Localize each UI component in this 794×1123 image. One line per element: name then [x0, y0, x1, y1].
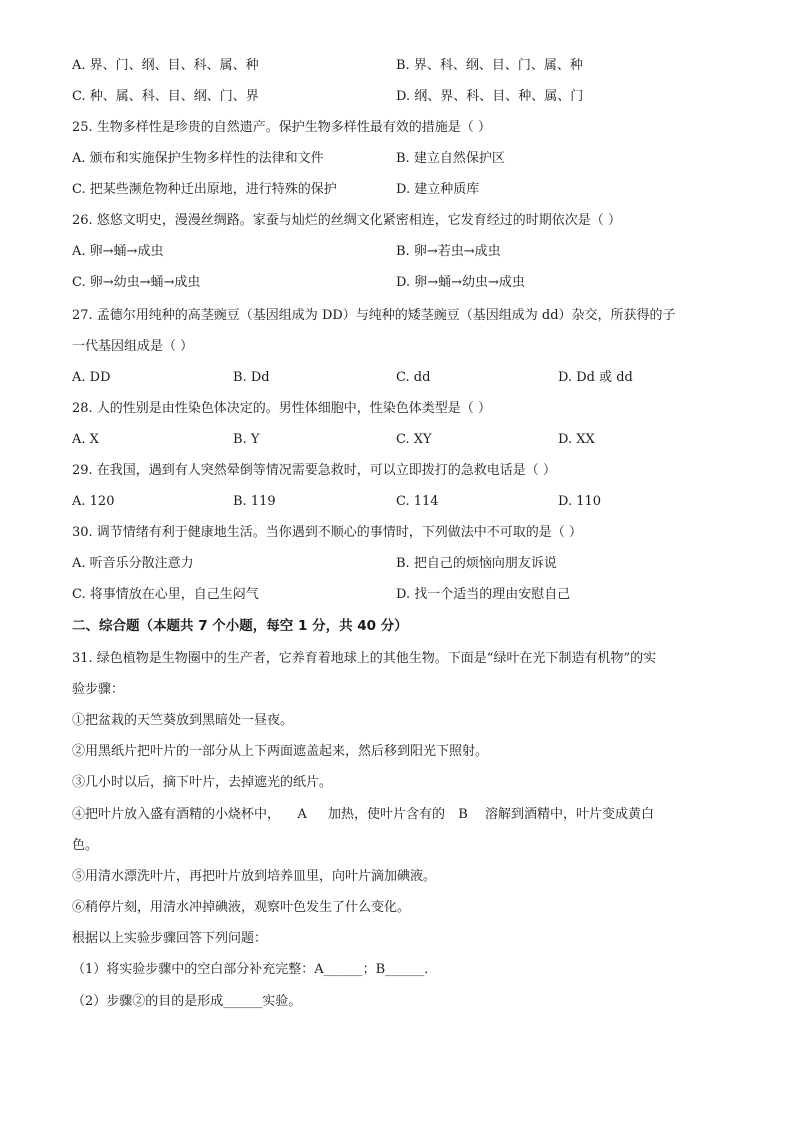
- q24-option-a: A. 界、门、纲、目、科、属、种: [72, 58, 259, 73]
- q26-option-c: C. 卵→幼虫→蛹→成虫: [72, 275, 201, 290]
- q31-intro: 根据以上实验步骤回答下列问题：: [72, 931, 268, 946]
- q31-step-5: ⑤用清水漂洗叶片，再把叶片放到培养皿里，向叶片滴加碘液。: [72, 869, 437, 884]
- q27-stem-line2: 一代基因组成是（ ）: [72, 339, 194, 354]
- q30-option-d: D. 找一个适当的理由安慰自己: [396, 587, 571, 602]
- q31-blank-b: B: [458, 807, 468, 822]
- q26-option-d: D. 卵→蛹→幼虫→成虫: [396, 275, 525, 290]
- q28-option-d: D. XX: [558, 432, 595, 447]
- q27-stem-line1: 27. 孟德尔用纯种的高茎豌豆（基因组成为 DD）与纯种的矮茎豌豆（基因组成为 dd）杂交，所获得的子: [72, 308, 676, 323]
- q31-step-4-part3: 溶解到酒精中，叶片变成黄白: [485, 807, 655, 822]
- q29-option-b: B. 119: [233, 494, 276, 509]
- q25-option-b: B. 建立自然保护区: [396, 151, 505, 166]
- section-heading: 二、综合题（本题共 7 个小题，每空 1 分，共 40 分）: [72, 618, 408, 634]
- q28-option-c: C. XY: [396, 432, 432, 447]
- q27-option-d: D. Dd 或 dd: [558, 370, 633, 385]
- q28-option-b: B. Y: [233, 432, 260, 447]
- q31-step-1: ①把盆栽的天竺葵放到黑暗处一昼夜。: [72, 713, 294, 728]
- q31-step-4-part1: ④把叶片放入盛有酒精的小烧杯中，: [72, 807, 281, 822]
- q28-stem: 28. 人的性别是由性染色体决定的。男性体细胞中，性染色体类型是（ ）: [72, 401, 491, 416]
- q24-option-c: C. 种、属、科、目、纲、门、界: [72, 89, 259, 104]
- q31-subquestion-2: （2）步骤②的目的是形成______实验。: [72, 994, 302, 1009]
- q25-stem: 25. 生物多样性是珍贵的自然遗产。保护生物多样性最有效的措施是（ ）: [72, 120, 491, 135]
- q29-option-d: D. 110: [558, 494, 602, 509]
- q26-option-a: A. 卵→蛹→成虫: [72, 244, 164, 259]
- q30-option-c: C. 将事情放在心里，自己生闷气: [72, 587, 259, 602]
- q31-step-6: ⑥稍停片刻，用清水冲掉碘液，观察叶色发生了什么变化。: [72, 900, 411, 915]
- q30-stem: 30. 调节情绪有利于健康地生活。当你遇到不顺心的事情时，下列做法中不可取的是（ ）: [72, 525, 582, 540]
- q31-step-4-part2: 加热，使叶片含有的: [328, 807, 446, 822]
- q31-step-4: [72, 806, 654, 824]
- q25-option-d: D. 建立种质库: [396, 182, 480, 197]
- q27-option-b: B. Dd: [233, 370, 270, 385]
- q30-option-b: B. 把自己的烦恼向朋友诉说: [396, 556, 557, 571]
- q31-step-3: ③几小时以后，摘下叶片，去掉遮光的纸片。: [72, 775, 333, 790]
- q26-stem: 26. 悠悠文明史，漫漫丝绸路。家蚕与灿烂的丝绸文化紧密相连，它发育经过的时期依次是（ ）: [72, 213, 621, 228]
- q31-subquestion-1: （1）将实验步骤中的空白部分补充完整：A______；B______．: [72, 962, 438, 977]
- q27-option-a: A. DD: [72, 370, 111, 385]
- q24-option-d: D. 纲、界、科、目、种、属、门: [396, 89, 584, 104]
- q24-option-b: B. 界、科、纲、目、门、属、种: [396, 58, 583, 73]
- q31-blank-a: A: [297, 807, 307, 822]
- q28-option-a: A. X: [72, 432, 99, 447]
- q29-stem: 29. 在我国，遇到有人突然晕倒等情况需要急救时，可以立即拨打的急救电话是（ ）: [72, 463, 556, 478]
- q27-option-c: C. dd: [396, 370, 431, 385]
- q31-step-4-cont: 色。: [72, 838, 99, 853]
- q25-option-a: A. 颁布和实施保护生物多样性的法律和文件: [72, 151, 324, 166]
- q30-option-a: A. 听音乐分散注意力: [72, 556, 194, 571]
- q31-step-2: ②用黑纸片把叶片的一部分从上下两面遮盖起来，然后移到阳光下照射。: [72, 744, 489, 759]
- q29-option-a: A. 120: [72, 494, 115, 509]
- q25-option-c: C. 把某些濒危物种迁出原地，进行特殊的保护: [72, 182, 337, 197]
- q29-option-c: C. 114: [396, 494, 439, 509]
- q31-stem-line2: 验步骤：: [72, 682, 125, 697]
- q31-stem-line1: 31. 绿色植物是生物圈中的生产者，它养育着地球上的其他生物。下面是“绿叶在光下制造有机物”的实: [72, 651, 657, 666]
- q26-option-b: B. 卵→若虫→成虫: [396, 244, 501, 259]
